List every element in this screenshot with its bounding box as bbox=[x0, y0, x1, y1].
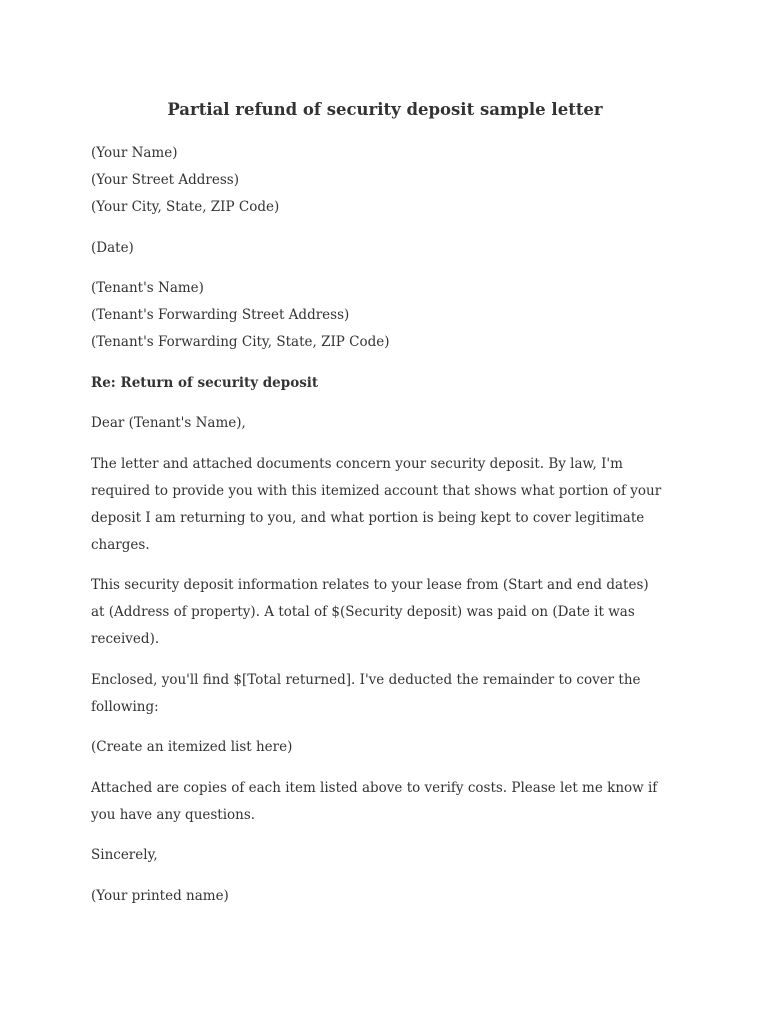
itemized-list-placeholder bbox=[91, 734, 691, 761]
recipient-street: (Tenant's Forwarding Street Address) bbox=[91, 307, 350, 323]
sender-street: (Your Street Address) bbox=[91, 172, 239, 188]
paragraph-line: Enclosed, you'll find $[Total returned]. I've deducted the remainder to cover the bbox=[91, 671, 641, 688]
paragraph-2 bbox=[91, 572, 691, 653]
paragraph-line: The letter and attached documents concern your security deposit. By law, I'm bbox=[91, 455, 623, 472]
paragraph-line: deposit I am returning to you, and what portion is being kept to cover legitimate bbox=[91, 509, 645, 526]
letter-date bbox=[91, 235, 691, 262]
paragraph-line: charges. bbox=[91, 536, 150, 553]
sender-address bbox=[91, 140, 691, 221]
recipient-name: (Tenant's Name) bbox=[91, 280, 204, 296]
paragraph-1 bbox=[91, 451, 691, 559]
paragraph-line: following: bbox=[91, 698, 159, 715]
salutation bbox=[91, 410, 691, 437]
closing bbox=[91, 842, 691, 869]
paragraph-line: received). bbox=[91, 631, 160, 647]
subject-line bbox=[91, 370, 691, 397]
salutation-text: Dear (Tenant's Name), bbox=[91, 415, 246, 431]
letter-body bbox=[91, 140, 691, 923]
paragraph-line: This security deposit information relates to your lease from (Start and end dates) bbox=[91, 577, 649, 593]
paragraph-line: at (Address of property). A total of $(Security deposit) was paid on (Date it was bbox=[91, 604, 635, 620]
subject-text: Re: Return of security deposit bbox=[91, 374, 319, 391]
date-text: (Date) bbox=[91, 239, 134, 256]
itemized-list-text: (Create an itemized list here) bbox=[91, 739, 293, 755]
paragraph-3 bbox=[91, 667, 691, 721]
sender-name: (Your Name) bbox=[91, 145, 178, 161]
recipient-address bbox=[91, 275, 691, 356]
closing-text: Sincerely, bbox=[91, 847, 158, 863]
paragraph-line: you have any questions. bbox=[91, 806, 256, 823]
signature bbox=[91, 883, 691, 910]
paragraph-4 bbox=[91, 775, 691, 829]
signature-text: (Your printed name) bbox=[91, 887, 229, 904]
recipient-city: (Tenant's Forwarding City, State, ZIP Code) bbox=[91, 334, 390, 350]
sender-city: (Your City, State, ZIP Code) bbox=[91, 199, 280, 215]
paragraph-line: Attached are copies of each item listed above to verify costs. Please let me know if bbox=[91, 779, 658, 796]
page-title: Partial refund of security deposit sample letter bbox=[167, 100, 603, 119]
paragraph-line: required to provide you with this itemized account that shows what portion of your bbox=[91, 482, 662, 499]
